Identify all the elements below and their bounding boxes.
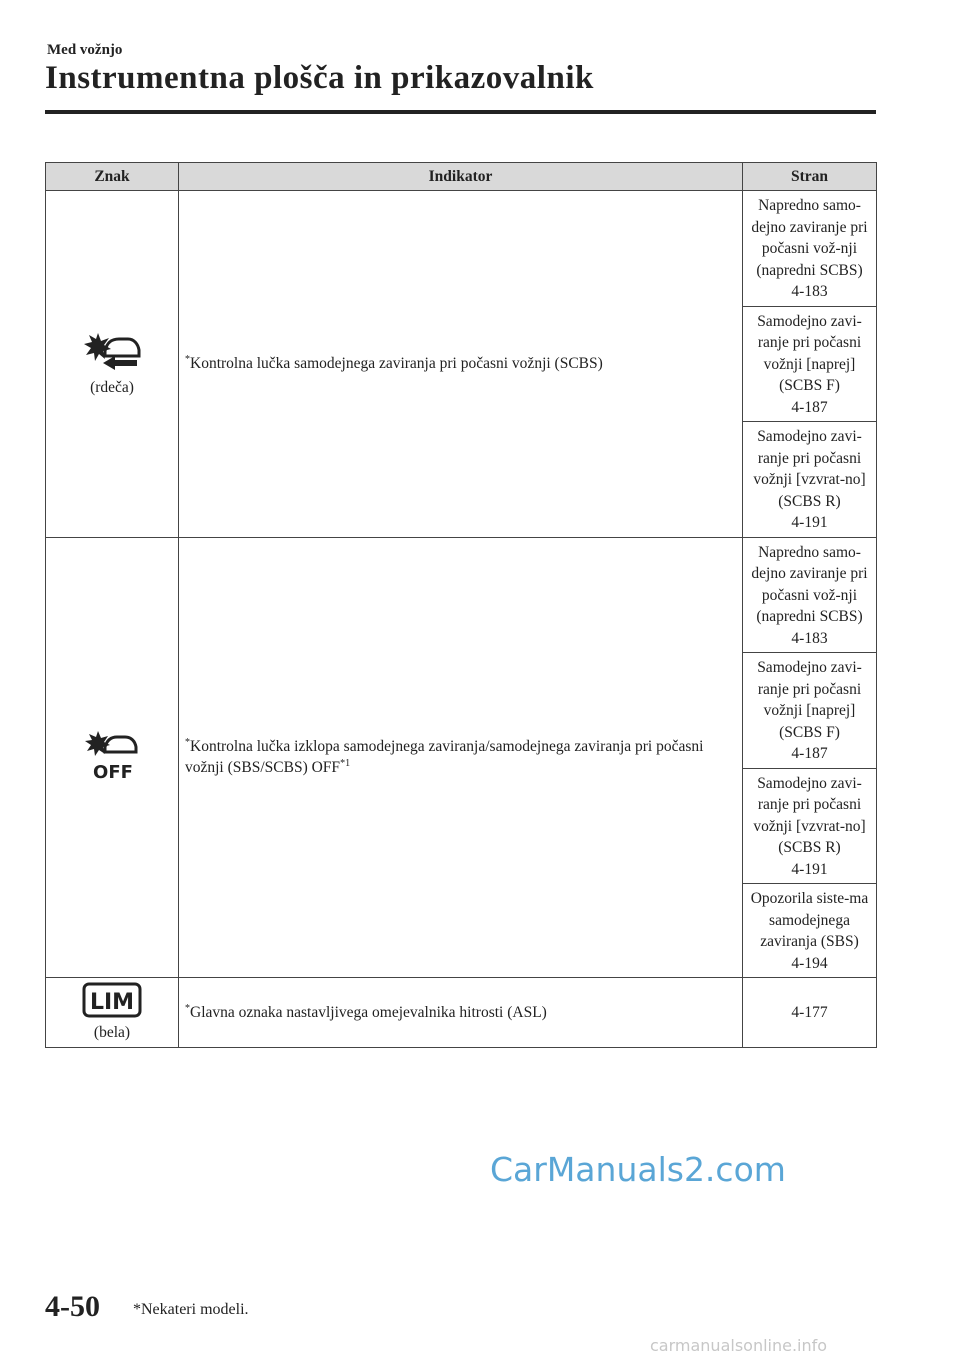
- page-ref-text: Samodejno zavi-ranje pri počasni vožnji [naprej] (SCBS F): [757, 312, 862, 394]
- page-ref-text: Napredno samo-dejno zaviranje pri počasni vož-nji (napredni SCBS): [751, 197, 868, 279]
- sbs-scbs-off-icon: [82, 729, 142, 781]
- page-ref-number: 4-187: [791, 745, 828, 762]
- lim-label: LIM: [89, 989, 135, 1015]
- page-ref-number: 4-183: [791, 283, 828, 300]
- asterisk: *: [185, 353, 190, 365]
- footnote-ref: *1: [340, 758, 351, 770]
- table-row: [46, 191, 877, 307]
- page-ref-number: 4-187: [791, 398, 828, 416]
- page-ref-text: Samodejno zavi-ranje pri počasni vožnji [vzvrat-no] (SCBS R): [753, 774, 866, 856]
- footnote: *Nekateri modeli.: [133, 1301, 249, 1318]
- page-ref-number: 4-191: [791, 514, 828, 531]
- column-header-symbol: Znak: [46, 163, 179, 191]
- scbs-warning-icon: [81, 329, 143, 373]
- page-cell: [743, 191, 877, 307]
- indicator-cell: [179, 978, 743, 1048]
- table-header-row: [46, 163, 877, 191]
- column-header-indicator: Indikator: [179, 163, 743, 191]
- indicator-cell: [179, 537, 743, 978]
- page-ref-text: Samodejno zavi-ranje pri počasni vožnji [vzvrat-no] (SCBS R): [753, 428, 866, 510]
- symbol-caption: (bela): [93, 1023, 131, 1041]
- section-label: Med vožnjo: [47, 42, 123, 58]
- page-ref-number: 4-183: [791, 629, 828, 647]
- page-ref-text: Napredno samo-dejno zaviranje pri počasni vož-nji (napredni SCBS): [751, 543, 868, 625]
- page-ref-number: 4-194: [791, 954, 828, 972]
- page-ref-number: 4-177: [791, 1003, 828, 1021]
- lim-indicator-icon: [82, 982, 142, 1018]
- page-cell: [743, 978, 877, 1048]
- page-number: 4-50: [45, 1290, 100, 1323]
- watermark: CarManuals2.com: [490, 1150, 786, 1189]
- page-ref-text: Samodejno zavi-ranje pri počasni vožnji [naprej] (SCBS F): [757, 659, 862, 741]
- page-cell: [743, 884, 877, 978]
- symbol-cell: [46, 537, 179, 978]
- page-ref-number: 4-191: [791, 860, 828, 878]
- watermark-secondary: carmanualsonline.info: [650, 1336, 828, 1355]
- symbol-cell: [46, 191, 179, 538]
- title-rule: [45, 110, 876, 114]
- asterisk: *: [185, 1002, 190, 1014]
- table-row: [46, 978, 877, 1048]
- indicator-text: Glavna oznaka nastavljivega omejevalnika hitrosti (ASL): [190, 1003, 547, 1021]
- page-cell: [743, 653, 877, 769]
- indicator-text: Kontrolna lučka izklopa samodejnega zaviranja/samodejnega zaviranja pri počasni vožnji (SBS/SCBS) OFF: [185, 737, 704, 777]
- indicator-table: [45, 162, 877, 1048]
- table-row: [46, 537, 877, 653]
- page-cell: [743, 422, 877, 538]
- column-header-page: Stran: [743, 163, 877, 191]
- asterisk: *: [185, 736, 190, 748]
- page-cell: [743, 537, 877, 653]
- symbol-caption: (rdeča): [90, 379, 134, 396]
- indicator-text: Kontrolna lučka samodejnega zaviranja pri počasni vožnji (SCBS): [190, 355, 603, 372]
- indicator-cell: [179, 191, 743, 538]
- page-cell: [743, 306, 877, 422]
- page-cell: [743, 768, 877, 884]
- symbol-cell: [46, 978, 179, 1048]
- off-label: OFF: [93, 762, 133, 782]
- page-ref-text: Opozorila siste-ma samodejnega zaviranja (SBS): [750, 890, 869, 950]
- page-title: Instrumentna plošča in prikazovalnik: [45, 60, 594, 96]
